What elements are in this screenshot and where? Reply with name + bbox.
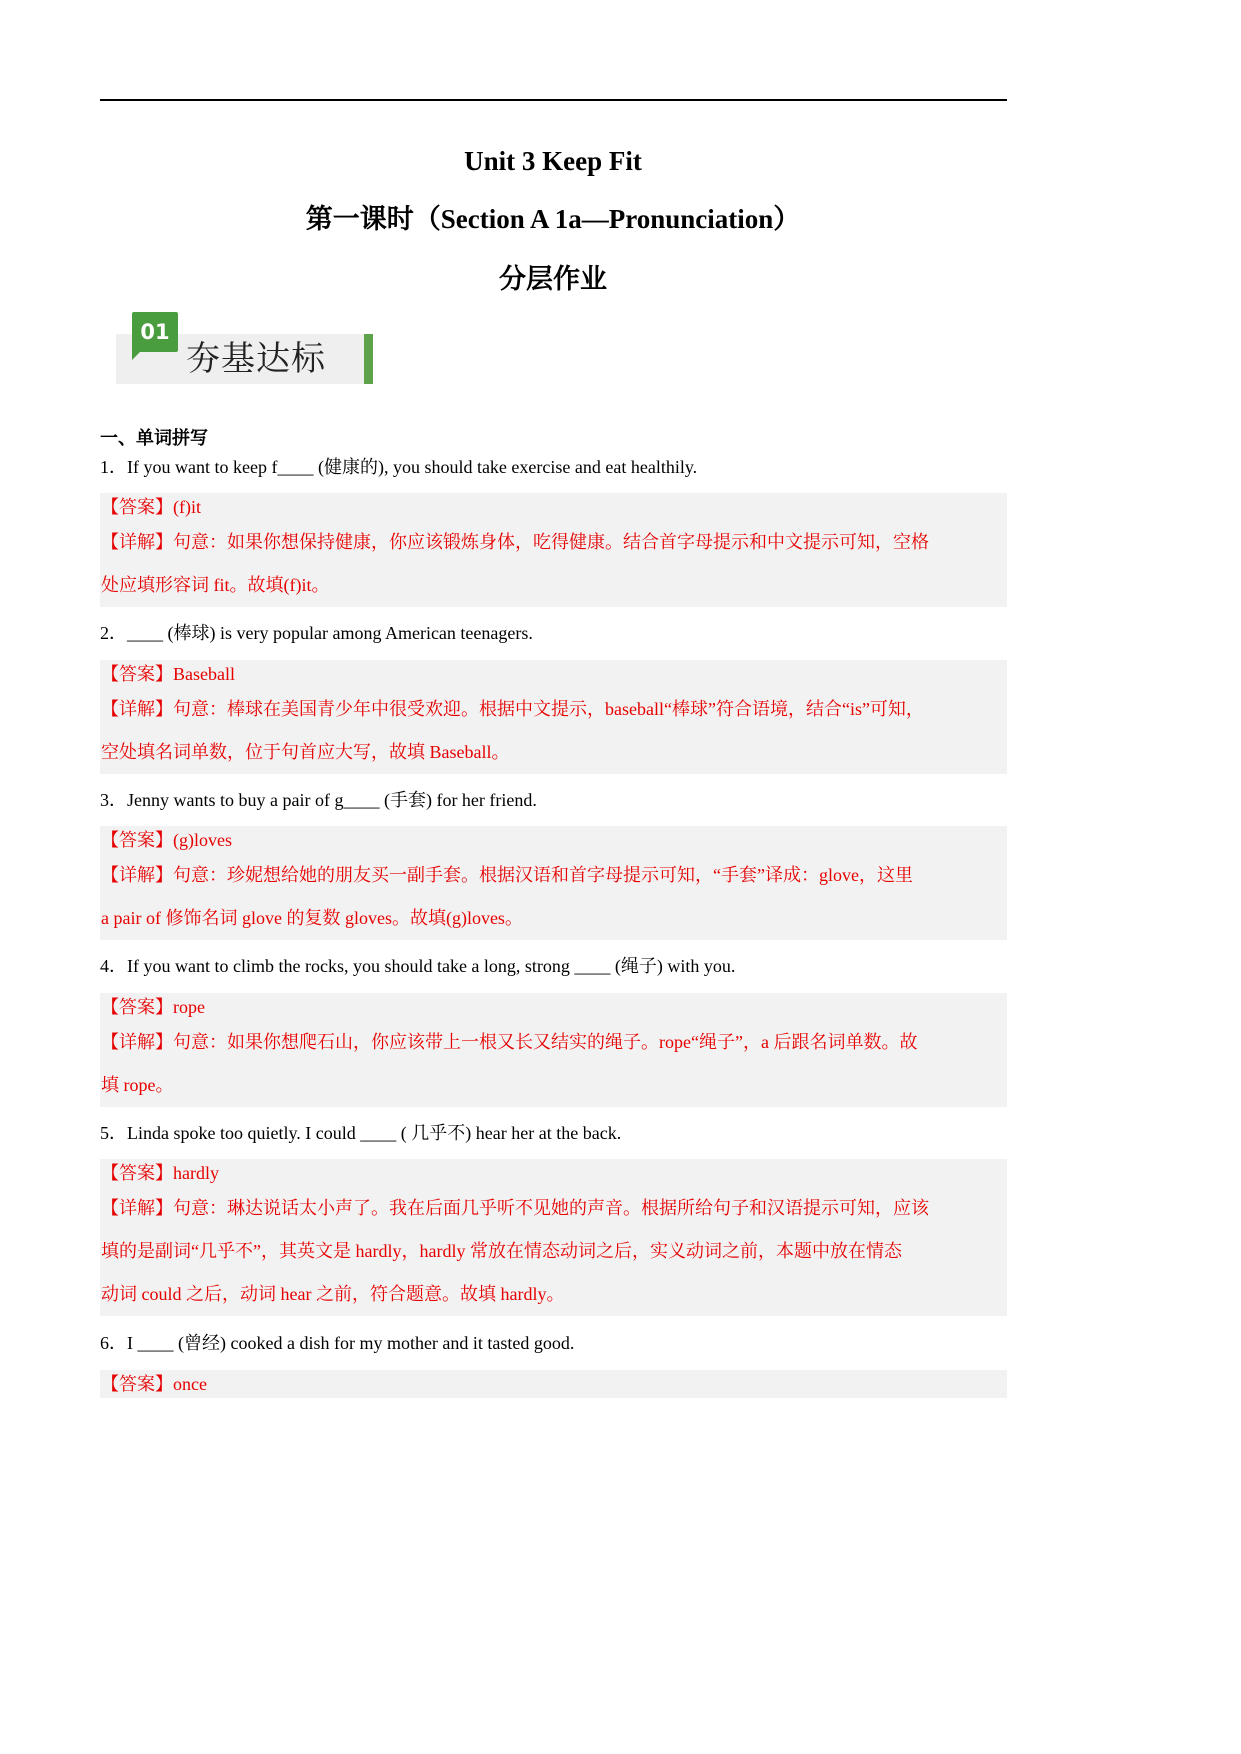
detail-3-line-1: 【详解】句意：珍妮想给她的朋友买一副手套。根据汉语和首字母提示可知，“手套”译成：glove，这里 [101, 865, 913, 885]
answer-3: 【答案】(g)loves [101, 830, 232, 850]
question-5: 5．Linda spoke too quietly. I could ____ ( 几乎不) hear her at the back. [100, 1123, 622, 1143]
section-heading: 一、单词拼写 [100, 428, 208, 448]
question-3: 3．Jenny wants to buy a pair of g____ (手套) for her friend. [100, 790, 537, 810]
detail-4-line-1: 【详解】句意：如果你想爬石山，你应该带上一根又长又结实的绳子。rope“绳子”，a 后跟名词单数。故 [101, 1032, 918, 1052]
section-badge [116, 312, 378, 386]
question-4: 4．If you want to climb the rocks, you should take a long, strong ____ (绳子) with you. [100, 956, 736, 976]
detail-5-line-1: 【详解】句意：琳达说话太小声了。我在后面几乎听不见她的声音。根据所给句子和汉语提示可知，应该 [101, 1198, 929, 1218]
detail-3-line-2: a pair of 修饰名词 glove 的复数 gloves。故填(g)loves。 [101, 908, 523, 928]
answer-1: 【答案】(f)it [101, 497, 201, 517]
badge-label: 夯基达标 [186, 339, 326, 379]
header-rule [100, 99, 1007, 101]
document-title: Unit 3 Keep Fit [464, 146, 642, 176]
badge-accent-bar [364, 334, 373, 384]
answer-5: 【答案】hardly [101, 1163, 219, 1183]
answer-block-1 [100, 493, 1007, 607]
answer-2: 【答案】Baseball [101, 664, 235, 684]
lesson-subtitle: 第一课时（Section A 1a—Pronunciation） [305, 204, 801, 234]
answer-block-2 [100, 660, 1007, 774]
question-1: 1．If you want to keep f____ (健康的), you should take exercise and eat healthily. [100, 457, 698, 477]
detail-1-line-2: 处应填形容词 fit。故填(f)it。 [101, 575, 330, 595]
answer-block-5 [100, 1159, 1007, 1316]
question-6: 6．I ____ (曾经) cooked a dish for my mother and it tasted good. [100, 1333, 575, 1353]
answer-4: 【答案】rope [101, 997, 205, 1017]
answer-block-4 [100, 993, 1007, 1107]
homework-heading: 分层作业 [499, 264, 607, 294]
detail-2-line-2: 空处填名词单数，位于句首应大写，故填 Baseball。 [101, 742, 510, 762]
detail-4-line-2: 填 rope。 [101, 1075, 174, 1095]
answer-6: 【答案】once [101, 1374, 207, 1394]
badge-number: 01 [132, 312, 178, 352]
detail-2-line-1: 【详解】句意：棒球在美国青少年中很受欢迎。根据中文提示，baseball“棒球”符合语境，结合“is”可知， [101, 699, 924, 719]
detail-5-line-2: 填的是副词“几乎不”，其英文是 hardly，hardly 常放在情态动词之后，实义动词之前，本题中放在情态 [101, 1241, 902, 1261]
answer-block-6 [100, 1370, 1007, 1398]
question-2: 2．____ (棒球) is very popular among American teenagers. [100, 623, 533, 643]
detail-5-line-3: 动词 could 之后，动词 hear 之前，符合题意。故填 hardly。 [101, 1284, 565, 1304]
answer-block-3 [100, 826, 1007, 940]
detail-1-line-1: 【详解】句意：如果你想保持健康，你应该锻炼身体，吃得健康。结合首字母提示和中文提示可知，空格 [101, 532, 929, 552]
